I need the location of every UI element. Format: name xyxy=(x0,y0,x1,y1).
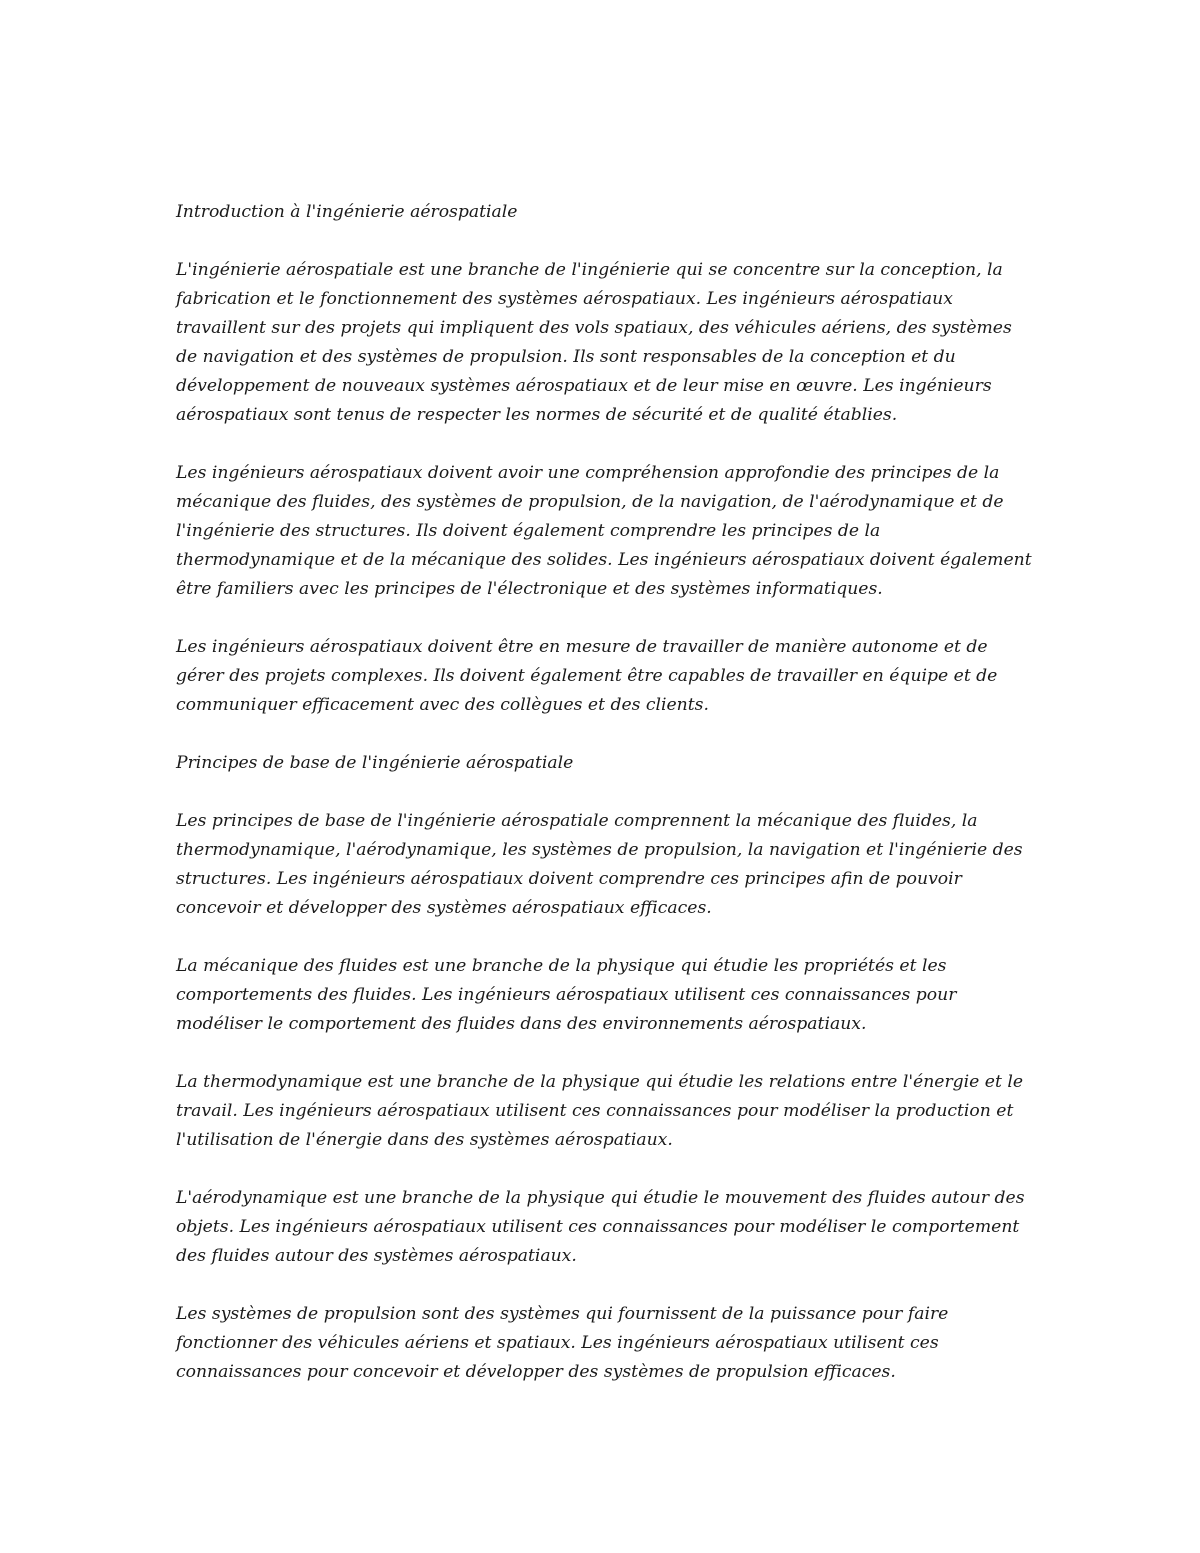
paragraph: Les ingénieurs aérospatiaux doivent être en mesure de travailler de manière autonome et de gérer des projets complexes. Ils doivent également être capables de travailler en équipe et de communiquer efficacement avec des collègues et des clients. xyxy=(176,637,998,715)
paragraph: L'aérodynamique est une branche de la physique qui étudie le mouvement des fluides autour des objets. Les ingénieurs aérospatiaux utilisent ces connaissances pour modéliser le comportement des fluides autour des systèmes aérospatiaux. xyxy=(176,1188,1025,1266)
paragraph: L'ingénierie aérospatiale est une branche de l'ingénierie qui se concentre sur la conception, la fabrication et le fonctionnement des systèmes aérospatiaux. Les ingénieurs aérospatiaux travaillent sur des projets qui impliquent des vols spatiaux, des véhicules aériens, des systèmes de navigation et des systèmes de propulsion. Ils sont responsables de la conception et du développement de nouveaux systèmes aérospatiaux et de leur mise en œuvre. Les ingénieurs aérospatiaux sont tenus de respecter les normes de sécurité et de qualité établies. xyxy=(176,260,1012,425)
paragraph: La thermodynamique est une branche de la physique qui étudie les relations entre l'énergie et le travail. Les ingénieurs aérospatiaux utilisent ces connaissances pour modéliser la production et l'utilisation de l'énergie dans des systèmes aérospatiaux. xyxy=(176,1072,1024,1150)
paragraph: Les principes de base de l'ingénierie aérospatiale comprennent la mécanique des fluides, la thermodynamique, l'aérodynamique, les systèmes de propulsion, la navigation et l'ingénierie des structures. Les ingénieurs aérospatiaux doivent comprendre ces principes afin de pouvoir concevoir et développer des systèmes aérospatiaux efficaces. xyxy=(176,811,1023,918)
paragraph: Les ingénieurs aérospatiaux doivent avoir une compréhension approfondie des principes de la mécanique des fluides, des systèmes de propulsion, de la navigation, de l'aérodynamique et de l'ingénierie des structures. Ils doivent également comprendre les principes de la thermodynamique et de la mécanique des solides. Les ingénieurs aérospatiaux doivent également être familiers avec les principes de l'électronique et des systèmes informatiques. xyxy=(176,463,1032,599)
paragraph: La mécanique des fluides est une branche de la physique qui étudie les propriétés et les comportements des fluides. Les ingénieurs aérospatiaux utilisent ces connaissances pour modéliser le comportement des fluides dans des environnements aérospatiaux. xyxy=(176,956,957,1034)
document-body xyxy=(176,198,1036,1416)
section-heading-principles: Principes de base de l'ingénierie aérospatiale xyxy=(176,753,574,773)
paragraph: Les systèmes de propulsion sont des systèmes qui fournissent de la puissance pour faire fonctionner des véhicules aériens et spatiaux. Les ingénieurs aérospatiaux utilisent ces connaissances pour concevoir et développer des systèmes de propulsion efficaces. xyxy=(176,1304,949,1382)
section-heading-introduction: Introduction à l'ingénierie aérospatiale xyxy=(176,202,518,222)
